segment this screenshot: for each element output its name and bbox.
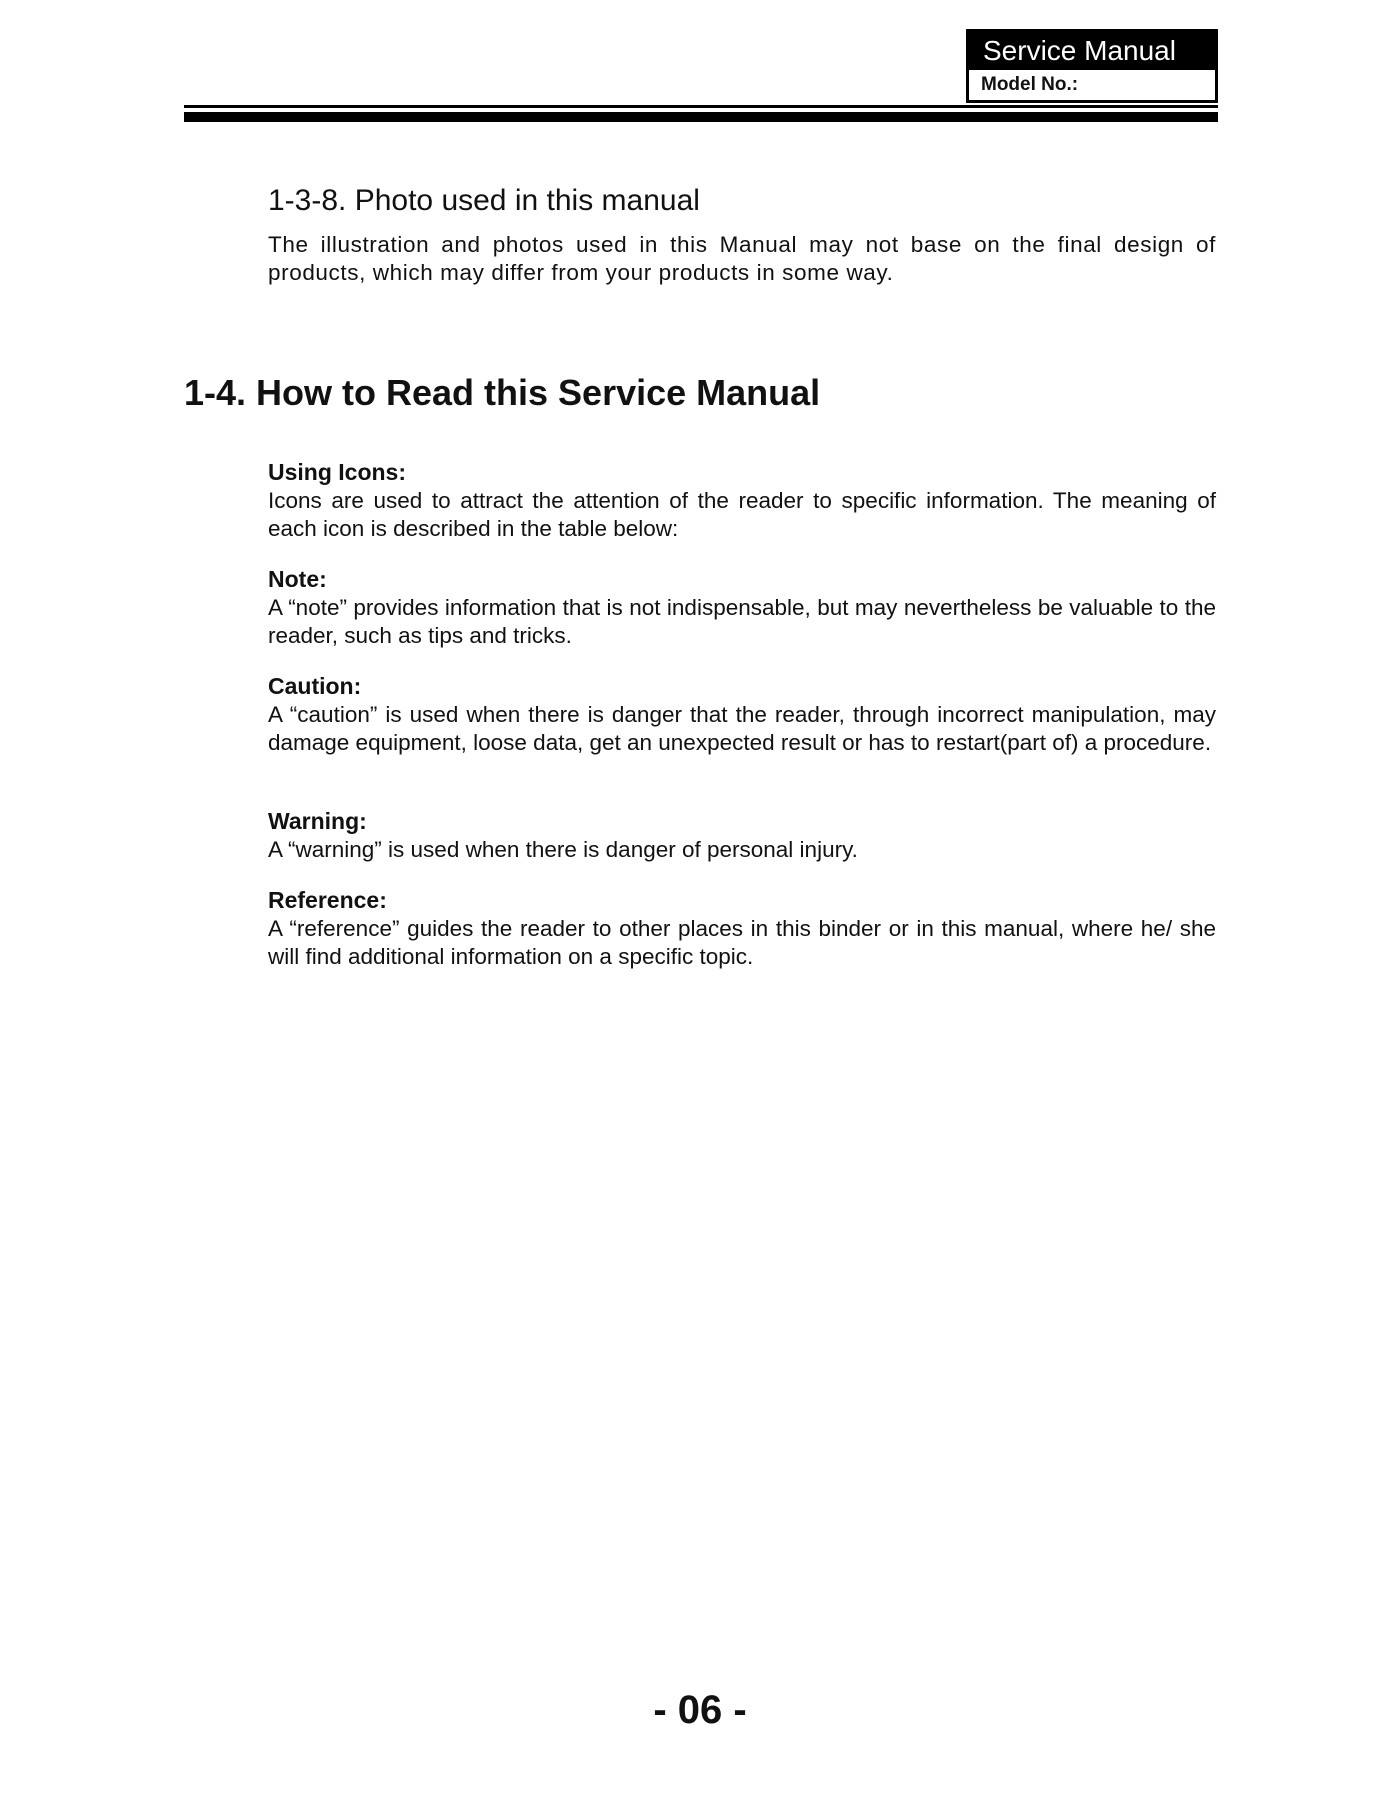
- reference-term: Reference:: [268, 887, 387, 913]
- header-box: [966, 29, 1218, 103]
- warning-term: Warning:: [268, 808, 367, 834]
- warning-text: A “warning” is used when there is danger of personal injury.: [268, 837, 858, 862]
- caution-term: Caution:: [268, 673, 362, 699]
- note-term: Note:: [268, 566, 327, 592]
- model-number-label: Model No.:: [981, 74, 1079, 95]
- manual-title: Service Manual: [969, 32, 1215, 70]
- header-rule-thick: [184, 112, 1218, 122]
- header-rule-thin: [184, 105, 1218, 108]
- reference-text: A “reference” guides the reader to other places in this binder or in this manual, where he/ she will find additional information on a specific topic.: [268, 916, 1216, 969]
- page-number: - 06 -: [653, 1688, 747, 1732]
- section-heading: 1-4. How to Read this Service Manual: [184, 372, 821, 413]
- using-icons-text: Icons are used to attract the attention of the reader to specific information. The meaning of each icon is described in the table below:: [268, 488, 1216, 541]
- note-text: A “note” provides information that is not indispensable, but may nevertheless be valuable to the reader, such as tips and tricks.: [268, 595, 1216, 648]
- caution-text: A “caution” is used when there is danger that the reader, through incorrect manipulation, may damage equipment, loose data, get an unexpected result or has to restart(part of) a procedure.: [268, 702, 1216, 755]
- subsection-body: The illustration and photos used in this Manual may not base on the final design of products, which may differ from your products in some way.: [268, 232, 1216, 285]
- using-icons-term: Using Icons:: [268, 459, 407, 485]
- subsection-heading: 1-3-8. Photo used in this manual: [268, 184, 700, 217]
